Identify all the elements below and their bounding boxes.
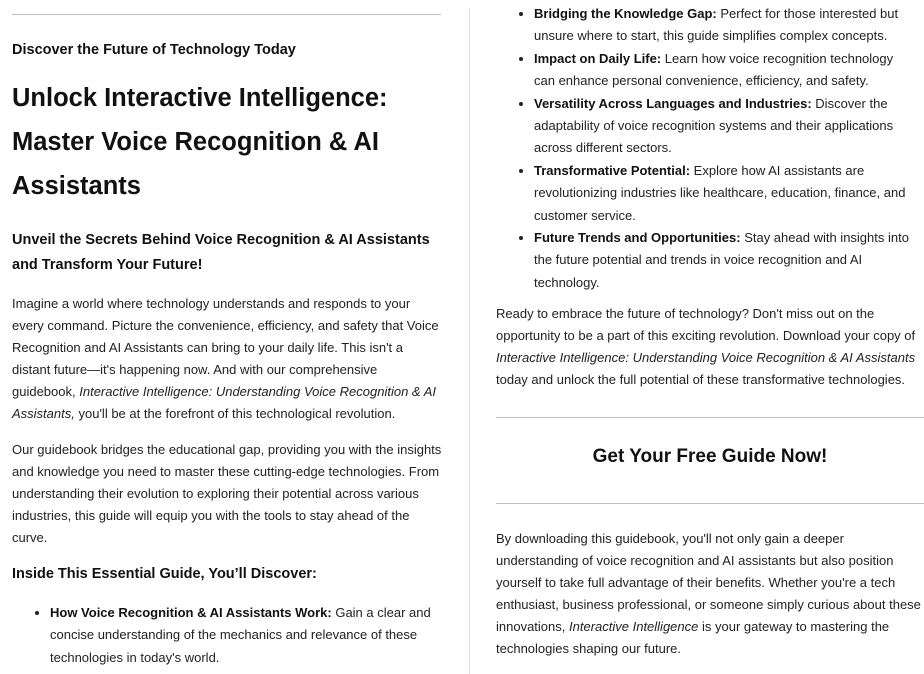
- list-item: [534, 227, 912, 294]
- kicker-heading: Discover the Future of Technology Today: [12, 42, 296, 58]
- list-item: [534, 48, 912, 93]
- intro-paragraph: [12, 293, 444, 425]
- top-rule: [12, 14, 441, 15]
- feature-list-left: [12, 602, 440, 669]
- intro-book-title: Interactive Intelligence: Understanding Voice Recognition & AI Assistants,: [12, 384, 436, 421]
- ready-paragraph: [496, 303, 920, 391]
- subtitle-heading: Unveil the Secrets Behind Voice Recognition & AI Assistants and Transform Your Future!: [12, 232, 430, 273]
- discover-heading: Inside This Essential Guide, You’ll Discover:: [12, 566, 317, 582]
- column-divider: [469, 8, 470, 674]
- list-item: [534, 160, 912, 227]
- list-item-title: Bridging the Knowledge Gap:: [534, 6, 717, 21]
- list-item-text: Gain a clear and concise understanding of the mechanics and relevance of these technologies in today's world.: [50, 605, 431, 665]
- page-title: Unlock Interactive Intelligence: Master Voice Recognition & AI Assistants: [12, 84, 388, 200]
- feature-list-right: [496, 3, 912, 294]
- closing-text-end: is your gateway to mastering the technologies shaping our future.: [496, 619, 890, 656]
- list-item-title: Versatility Across Languages and Industries:: [534, 95, 812, 111]
- ready-text-start: Ready to embrace the future of technology? Don't miss out on the opportunity to be a part of this exciting revolution. Download your copy of: [496, 306, 916, 343]
- list-item-text: Stay ahead with insights into the future potential and trends in voice recognition and AI technology.: [534, 230, 909, 290]
- list-item: [534, 3, 912, 48]
- list-item-text: Learn how voice recognition technology can enhance personal convenience, efficiency, and safety.: [534, 50, 894, 89]
- bridge-paragraph: Our guidebook bridges the educational gap, providing you with the insights and knowledge you need to master these cutting-edge technologies. From understanding their evolution to exploring their potential across various industries, this guide will equip you with the tools to stay ahead of the curve.: [12, 442, 442, 545]
- ready-text-end: today and unlock the full potential of these transformative technologies.: [496, 372, 906, 387]
- closing-paragraph: [496, 528, 924, 660]
- list-item-text: Discover the adaptability of voice recognition systems and their applications across different sectors.: [534, 95, 894, 156]
- list-item-text: Perfect for those interested but unsure where to start, this guide simplifies complex concepts.: [534, 6, 899, 44]
- list-item-title: Future Trends and Opportunities:: [534, 230, 741, 246]
- cta-bottom-rule: [496, 503, 924, 504]
- closing-text-start: By downloading this guidebook, you'll not only gain a deeper understanding of voice recognition and AI assistants but also position yourself to take full advantage of their benefits. Whether you're a tech enthusiast, business professional, or someone simply curious about these innovations,: [496, 531, 921, 634]
- list-item-title: Impact on Daily Life:: [534, 50, 662, 66]
- list-item-text: Explore how AI assistants are revolutionizing industries like healthcare, education, finance, and customer service.: [534, 162, 906, 223]
- cta-heading: Get Your Free Guide Now!: [592, 446, 828, 467]
- ready-book-title: Interactive Intelligence: Understanding Voice Recognition & AI Assistants: [496, 350, 916, 365]
- intro-text-start: Imagine a world where technology understands and responds to your every command. Picture the convenience, efficiency, and safety that Voice Recognition and AI Assistants can bring to your daily life. This isn't a distant future—it's happening now. And with our comprehensive guidebook,: [12, 296, 439, 399]
- intro-text-end: you'll be at the forefront of this technological revolution.: [78, 406, 396, 421]
- list-item-title: Transformative Potential:: [534, 162, 691, 178]
- list-item-title: How Voice Recognition & AI Assistants Work:: [50, 605, 332, 620]
- list-item: [534, 93, 912, 160]
- cta-top-rule: [496, 417, 924, 418]
- closing-book-title: Interactive Intelligence: [569, 619, 699, 634]
- list-item: [50, 602, 440, 669]
